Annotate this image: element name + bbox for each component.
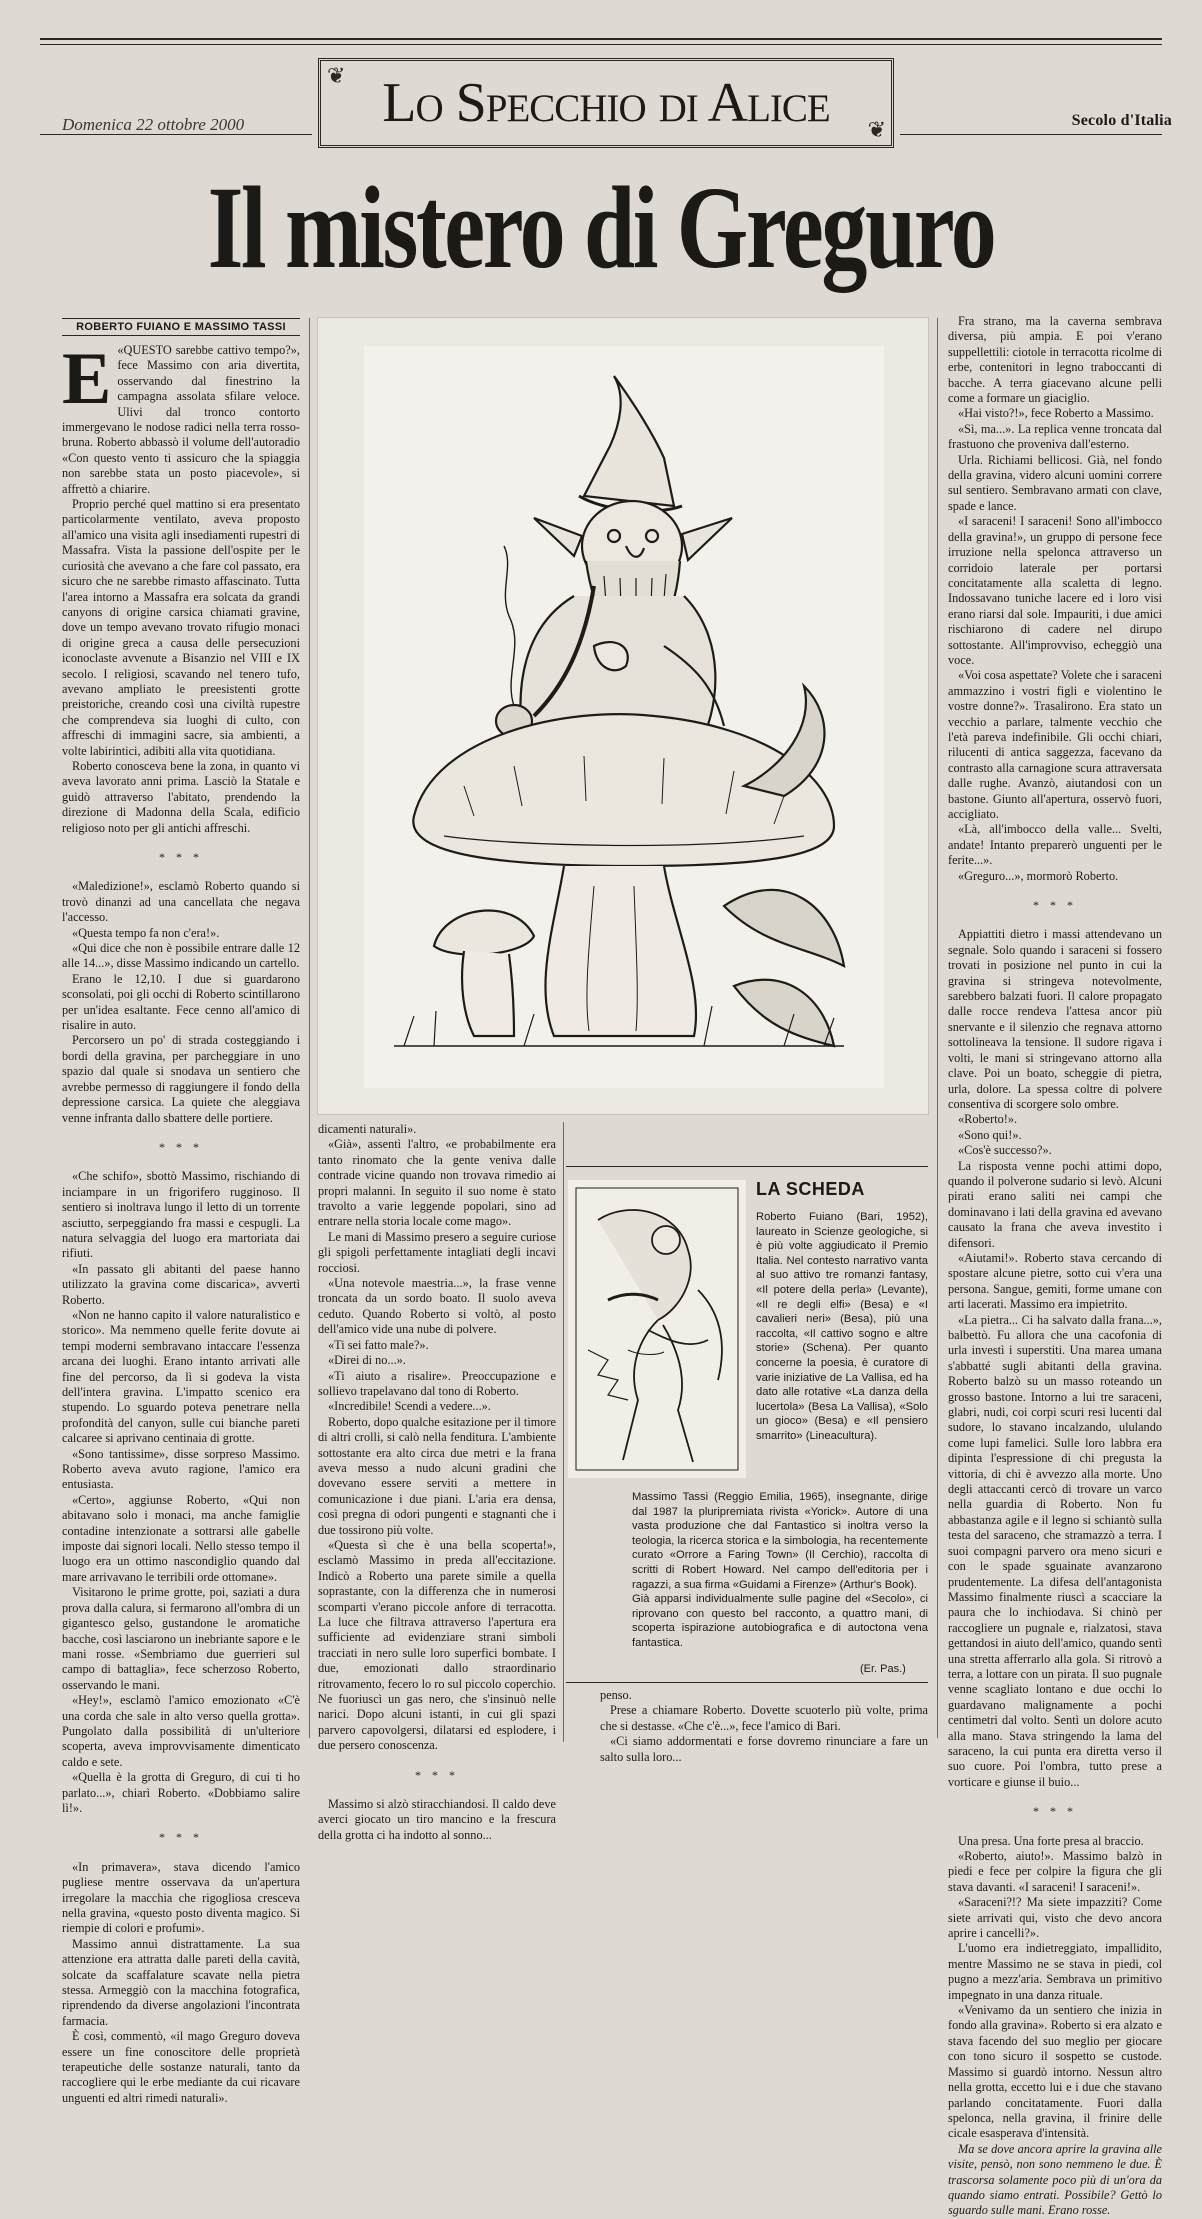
article-paragraph: «In passato gli abitanti del paese hanno utilizzato la gravina come discarica», avvertì Roberto. <box>62 1261 300 1307</box>
article-column-1 <box>62 338 300 2105</box>
article-paragraph: «Questa tempo fa non c'era!». <box>72 925 220 940</box>
article-paragraph: Le mani di Massimo presero a seguire curiose gli spigoli perfettamente intagliati degli incavi rocciosi. <box>318 1229 556 1275</box>
article-paragraph: Urla. Richiami bellicosi. Già, nel fondo della gravina, videro alcuni uomini correre sul sentiero. Sembravano armati con clave, spade e lance. <box>948 452 1162 513</box>
warrior-illustration-icon <box>568 1180 746 1478</box>
article-paragraph: La risposta venne pochi attimi dopo, quando il polverone sudario si levò. Alcuni pirati erano saliti nei campi che dominavano i lati della gravina ed avevano causato la frana che aveva investito i difensori. <box>948 1158 1162 1250</box>
scheda-title: LA SCHEDA <box>756 1179 865 1199</box>
scheda-paragraph: Roberto Fuiano (Bari, 1952), laureato in Scienze geologiche, si è più volte aggiudicato il Premio Italia. Nel contesto narrativo vanta al suo attivo tre romanzi fantasy, «Il potere della perla» (Levante), «Il re degli elfi» (Besa) e «I cavalieri neri» (Besa), più una raccolta, «Il cattivo sogno e altre storie» (Schena). Per quanto concerne la poesia, è curatore di varie iniziative de La Vallisa, ed ha dato alle rotative «La danza della lucertola» (Besa La Vallisa), «Solo un gioco» (Besa) e «Il pensiero smarrito» (Lineacultura). <box>756 1211 928 1442</box>
article-paragraph: Roberto conosceva bene la zona, in quanto vi aveva lavorato anni prima. Lasciò la Statale e guidò attraverso l'abitato, prendendo la direzione di Madonna della Scala, edificio religioso noto per gli antichi affreschi. <box>62 758 300 835</box>
article-paragraph: «La pietra... Ci ha salvato dalla frana...», balbettò. Fu allora che una cacofonia di urla investì i superstiti. Una marea umana s'abbatté sugli abitanti della gravina. Roberto balzò su un masso roteando un grosso bastone. Intorno a lui tre saraceni, glabri, nudi, coi corpi scuri resi lucenti dal sudore, lo stavano incalzando, ululando come lupi famelici. Sulle loro labbra era dipinta l'espressione di chi pregusta la vittoria, di chi è avvezzo alla morte. Uno degli attaccanti cercò di trovare un varco nella guardia di Roberto. Non fu abbastanza agile e il legno si schiantò sulla testa del saraceno, che stramazzò a terra. I suoi compagni parvero ora meno sicuri e con le spade sguainate avanzarono prudentemente. La difesa dell'antagonista Massimo finalmente riuscì a scacciare la paura che lo inchiodava. Si chinò per raccogliere un pugnale e, rialzatosi, stava gettandosi in aiuto dell'amico, quando sentì una stretta afferrarlo alla gola. Si ritrovò a terra, a lottare con un pirata. Il suo pugnale venne scagliato lontano e due occhi lo guardavano malignamente a pochi centimetri dal volto. Sentì un dolore acuto alla mano. Stava stringendo la lama del saraceno, la cui punta era diretta verso il suo cuore. Poi l'ombra, tutto prese a vorticare e giunse il buio... <box>948 1312 1162 1789</box>
issue-date: Domenica 22 ottobre 2000 <box>62 115 245 134</box>
section-separator: * * * <box>1033 1804 1077 1819</box>
article-paragraph: «Maledizione!», esclamò Roberto quando si trovò dinanzi ad una cancellata che negava l'accesso. <box>62 879 300 925</box>
article-paragraph: «Direi di no...». <box>328 1353 406 1368</box>
article-paragraph: «Là, all'imbocco della valle... Svelti, andate! Intanto preparerò unguenti per le ferite...». <box>948 822 1162 868</box>
article-paragraph: «Hey!», esclamò l'amico emozionato «C'è una corda che sale in alto verso quella grotta». Pungolato dalla possibilità di un'ulteriore scoperta, aveva improvvisamente dimenticato caldo e sete. <box>62 1693 300 1769</box>
article-paragraph: «Ti aiuto a risalire». Preoccupazione e sollievo trapelavano dal tono di Roberto. <box>318 1368 556 1398</box>
scheda-paragraph: Massimo Tassi (Reggio Emilia, 1965), insegnante, dirige dal 1987 la pluripremiata rivista «Yorick». Autore di una vasta produzione che dal Fantastico si inoltra verso la teologia, la ricerca storica e la simbologia, ha recentemente curato «Orrore a Faring Town» (Il Cerchio), raccolta di scritti di Robert Howard. Nel campo dell'editoria per i ragazzi, a sua firma «Guidami a Firenze» (Arthur's Book). <box>632 1491 928 1591</box>
scheda-illustration <box>568 1180 746 1478</box>
section-separator: * * * <box>1033 898 1077 913</box>
article-paragraph: Fra strano, ma la caverna sembrava diversa, più ampia. E poi v'erano suppellettili: ciotole in terracotta ricolme di erbe, contenitori in legno traboccanti di bacche. A terra giacevano alcune pelli come a formare un giaciglio. <box>948 314 1162 406</box>
scheda-top-rule <box>566 1166 928 1167</box>
article-paragraph: Prese a chiamare Roberto. Dovette scuoterlo più volte, prima che si destasse. «Che c'è...», fece l'amico di Bari. <box>600 1703 928 1733</box>
article-paragraph: L'uomo era indietreggiato, impallidito, mentre Massimo ne se stava in piedi, col pugno a mezz'aria. Sembrava un primitivo impegnato in una danza rituale. <box>948 1941 1162 2002</box>
article-column-3 <box>948 314 1162 2218</box>
article-paragraph: «Non ne hanno capito il valore naturalistico e storico». Ma nemmeno quelle ferite dovute ai tempi moderni sembravano intaccare l'essenza arcana dei luoghi. Erano intanto arrivati alle fine del percorso, da lì si godeva la vista dell'intera gravina. L'impatto scenico era stupendo. Lo sguardo poteva penetrare nella profondità del canyon, sulle cui bianche pareti calcaree si aprivano centinaia di grotte. <box>62 1307 300 1446</box>
gnome-on-mushroom-icon <box>364 346 884 1088</box>
article-paragraph: «Quella è la grotta di Greguro, di cui ti ho parlato...», chiarì Roberto. «Dobbiamo salire lì!». <box>62 1770 300 1815</box>
article-paragraph: Ma se dove ancora aprire la gravina alle visite, pensò, non sono nemmeno le due. È trascorsa solamente poco più di un'ora da quando siamo entrati. Possibile? Gettò lo sguardo sulle mani. Erano rosse. <box>948 2141 1162 2218</box>
article-paragraph: «Sono tantissime», disse sorpreso Massimo. Roberto aveva avuto ragione, l'amico era entusiasta. <box>62 1446 300 1492</box>
corner-ornament-icon: ❦ <box>867 117 885 142</box>
article-paragraph: penso. <box>600 1688 632 1702</box>
top-rule <box>40 38 1162 40</box>
section-separator: * * * <box>159 1139 203 1154</box>
scheda-bio-tassi <box>632 1490 928 1658</box>
top-rule-thin <box>40 44 1162 45</box>
article-paragraph: «Ci siamo addormentati e forse dovremo rinunciare a fare un salto sulla loro... <box>600 1734 928 1764</box>
article-column-2 <box>318 1122 556 1842</box>
article-paragraph: «Greguro...», mormorò Roberto. <box>958 868 1119 883</box>
article-paragraph: E «QUESTO sarebbe cattivo tempo?», fece Massimo con aria divertita, osservando dal finestrino la campagna assolata sfilare veloce. Ulivi dal tronco contorto immergevano le nodose radici nella terra rosso-bruna. Roberto abbassò il volume dell'autoradio «Con questo vento ti assicuro che la spiaggia non sarebbe stata un posto piacevole», si affrettò a chiarire. <box>62 338 300 496</box>
article-paragraph: «Cos'è successo?». <box>958 1143 1052 1158</box>
article-paragraph: «Saraceni?!? Ma siete impazziti? Come siete arrivati qui, visto che devo ancora aprire i cancelli?». <box>948 1895 1162 1941</box>
article-paragraph: Erano le 12,10. I due si guardarono sconsolati, poi gli occhi di Roberto scintillarono per un'idea esaltante. Fece cenno all'amico di risalire in auto. <box>62 971 300 1033</box>
article-paragraph: Una presa. Una forte presa al braccio. <box>958 1833 1144 1848</box>
article-paragraph: «Una notevole maestria...», la frase venne troncata da un sordo boato. Il suolo aveva ceduto. Quando Roberto si voltò, al posto dell'amico vide una nube di polvere. <box>318 1276 556 1337</box>
article-paragraph: «Ti sei fatto male?». <box>328 1337 429 1352</box>
article-paragraph: «Già», assentì l'altro, «e probabilmente era tanto rinomato che la gente veniva dalle contrade vicine quando non trovava rimedio ai propri malanni. In seguito il suo nome è stato travolto a varie leggende popolari, sino ad entrare nella storia locale come mago». <box>318 1137 556 1229</box>
article-paragraph: «Che schifo», sbottò Massimo, rischiando di inciampare in un frigorifero rugginoso. Il sentiero si inoltrava lungo il letto di un torrente asciutto, serpeggiando fra massi e cespugli. La natura selvaggia del luogo era martoriata dai rifiuti. <box>62 1169 300 1261</box>
section-masthead <box>318 58 894 148</box>
article-paragraph: «Hai visto?!», fece Roberto a Massimo. <box>958 406 1154 421</box>
section-separator: * * * <box>159 1830 203 1845</box>
column-divider <box>937 318 938 1738</box>
article-paragraph: «I saraceni! I saraceni! Sono all'imbocco della gravina!», un gruppo di persone fece irruzione nella spelonca attraverso un corridoio laterale per portarsi concitatamente alla scaletta di legno. Indossavano tuniche lacere ed i loro visi erano riarsi dal sole. Impauriti, i due amici rischiarono di cadere nel dirupo sottostante. All'improvviso, echeggiò una voce. <box>948 514 1162 667</box>
column-divider <box>309 318 310 1738</box>
article-paragraph: Visitarono le prime grotte, poi, saziati a dura prova dalla calura, si fermarono all'ombra di un gigantesco gelso, gustandone le aromatiche bacche, così lasciarono un inebriante sapore e le mani rosse. «Sembriamo due guerrieri sul campo di battaglia», fece scherzoso Roberto, osservando le mani. <box>62 1585 300 1692</box>
scheda-signature: (Er. Pas.) <box>860 1663 906 1675</box>
column-divider <box>563 1122 564 1742</box>
article-paragraph: «Sono qui!». <box>958 1127 1022 1142</box>
article-paragraph: «Incredibile! Scendi a vedere...». <box>328 1399 491 1414</box>
article-paragraph: «Roberto!». <box>958 1112 1018 1127</box>
header-right-rule <box>900 134 1162 135</box>
article-paragraph: «Venivamo da un sentiero che inizia in fondo alla gravina». Roberto si era alzato e stava facendo del suo meglio per giocare con tono sicuro il sospetto se custode. Massimo si guardò intorno. Nessun altro nella grotta, eccetto lui e i due che stavano parlando concitatamente. Fuori dalla spelonca, nella gravina, il frinire delle cicale esasperava d'intensità. <box>948 2003 1162 2141</box>
scheda-bio-fuiano <box>756 1210 928 1482</box>
article-byline: ROBERTO FUIANO E MASSIMO TASSI <box>62 318 300 336</box>
newspaper-name: Secolo d'Italia <box>1071 112 1172 129</box>
article-paragraph: «Questa sì che è una bella scoperta!», esclamò Massimo in preda all'eccitazione. Indicò a Roberto una parete simile a quella soprastante, con la differenza che in numerosi scomparti v'erano piccole anfore di terracotta. La luce che filtrava attraverso l'apertura era sufficiente ad evidenziare strani simboli tracciati in nero sulle loro superfici bombate. I due, emozionati dallo straordinario ritrovamento, fecero lo ro sul piccolo coperchio. Ne fuoriuscì un gas nero, che s'insinuò nelle narici. Dopo alcuni istanti, in cui gli spazi parvero capovolgersi, dilatarsi ed esplodere, i due persero conoscenza. <box>318 1537 556 1753</box>
section-separator: * * * <box>415 1767 459 1782</box>
article-column-2-continued <box>600 1688 928 1764</box>
scheda-bottom-rule <box>566 1682 928 1683</box>
article-paragraph: Proprio perché quel mattino si era presentato particolarmente ventilato, aveva proposto all'amico una visita agli insediamenti rupestri di Massafra. Vista la passione dell'ospite per le curiosità che avevano a che fare col passato, era sicuro che ne sarebbe rimasto affascinato. Tutta l'area intorno a Massafra era solcata da grandi canyons di origine carsica chiamati gravine, dove un tempo avevano trovato rifugio monaci di origine greca a causa delle persecuzioni iconoclaste avvenute a Bisanzio nel VIII e IX secolo. I religiosi, scavando nel tenero tufo, avevano ampliato le preesistenti grotte preistoriche, creando così una civiltà rupestre che comprendeva sia luoghi di culto, con affreschi di immagini sacre, sia ambienti, a volte labirintici, adibiti alla vita quotidiana. <box>62 497 300 758</box>
article-paragraph: Massimo annuì distrattamente. La sua attenzione era attratta dalle pareti della cavità, solcate da scaffalature scavate nella pietra stessa. Armeggiò con la macchina fotografica, riprendendo da diverse angolazioni l'incontrata farmacia. <box>62 1936 300 2028</box>
article-paragraph: dicamenti naturali». <box>318 1122 417 1136</box>
article-paragraph: È così, commentò, «il mago Greguro doveva essere un fine conoscitore delle proprietà terapeutiche delle sostanze naturali, tanto da raccogliere qui le erbe mediante da cui ricavare unguenti ed altri rimedi naturali». <box>62 2029 300 2105</box>
article-paragraph: Percorsero un po' di strada costeggiando i bordi della gravina, per parcheggiare in uno spazio dal quale si snodava un sentiero che avrebbe permesso di raggiungere il fondo della depressione carsica. La quiete che aleggiava venne infranta dallo sbattere delle portiere. <box>62 1033 300 1125</box>
section-separator: * * * <box>159 850 203 864</box>
drop-cap: E <box>62 338 112 420</box>
corner-ornament-icon: ❦ <box>327 63 345 88</box>
article-illustration <box>318 318 928 1114</box>
article-paragraph: «Voi cosa aspettate? Volete che i saraceni ammazzino i vostri figli e violentino le vostre donne?». Trasalirono. Era stato un vecchio a parlare, talmente vecchio che l'età pareva indefinibile. Gli occhi chiari, rilucenti di antica saggezza, facevano da contrasto alla carnagione scura attraversata dalle rughe. Avanzò, aiutandosi con un bastone. Giunto all'apertura, osservò fuori, accigliato. <box>948 668 1162 821</box>
article-paragraph: Roberto, dopo qualche esitazione per il timore di altri crolli, si calò nella fenditura. L'ambiente sottostante era alto circa due metri e la frana aveva messo a nudo alcuni gradini che dovevano essere serviti a mettere in comunicazione i due piani. L'aria era densa, così pregna di odori pungenti e stagnanti che i due tossirono più volte. <box>318 1414 556 1537</box>
article-paragraph: «Qui dice che non è possibile entrare dalle 12 alle 14...», disse Massimo indicando un cartello. <box>62 941 300 971</box>
article-headline: Il mistero di Greguro <box>207 162 995 293</box>
article-paragraph: «Aiutami!». Roberto stava cercando di spostare alcune pietre, sotto cui v'era una persona. Sangue, gemiti, forme umane con arti lacerati. Massimo era impietrito. <box>948 1250 1162 1312</box>
illustration-frame <box>364 346 884 1088</box>
scheda-paragraph: Già apparsi individualmente sulle pagine del «Secolo», ci riprovano con questo bel racconto, a quattro mani, di scoperta ispirazione autobiografica e di autoctona vena fantastica. <box>632 1593 928 1649</box>
article-paragraph: Appiattiti dietro i massi attendevano un segnale. Solo quando i saraceni si fossero trovati in posizione nel punto in cui la gravina si stringeva notevolmente, sarebbero balzati fuori. Il calore propagato dalle rocce rendeva l'attesa ancor più snervante e il silenzio che regnava attorno sottolineava la tensione. Il sudore rigava i volti, le mani si stringevano attorno alla clave. Poi un boato, scheggie di pietra, urla, dolore. La spessa coltre di polvere consentiva di scorgere solo ombre. <box>948 927 1162 1111</box>
article-paragraph: Massimo si alzò stiracchiandosi. Il caldo deve averci giocato un tiro mancino e la frescura della grotta ci ha indotto al sonno... <box>318 1797 556 1842</box>
article-paragraph: «In primavera», stava dicendo l'amico pugliese mentre osservava da un'apertura irregolare la macchia che rigogliosa cresceva nella gravina, «questo posto diventa magico. Si riempie di colori e profumi». <box>62 1859 300 1936</box>
article-paragraph: «Certo», aggiunse Roberto, «Qui non abitavano solo i monaci, ma anche famiglie contadine intenzionate a sottrarsi alle gabelle imposte dai signori locali. Nello stesso tempo il luogo era un ottimo nascondiglio quando dal mare arrivavano le terribili orde ottomane». <box>62 1492 300 1584</box>
article-paragraph: «Sì, ma...». La replica venne troncata dal frastuono che proveniva dall'esterno. <box>948 421 1162 452</box>
article-paragraph: «Roberto, aiuto!». Massimo balzò in piedi e fece per colpire la figura che gli stava davanti. «I saraceni! I saraceni!». <box>948 1849 1162 1894</box>
masthead-title: Lo Specchio di Alice <box>382 72 830 134</box>
